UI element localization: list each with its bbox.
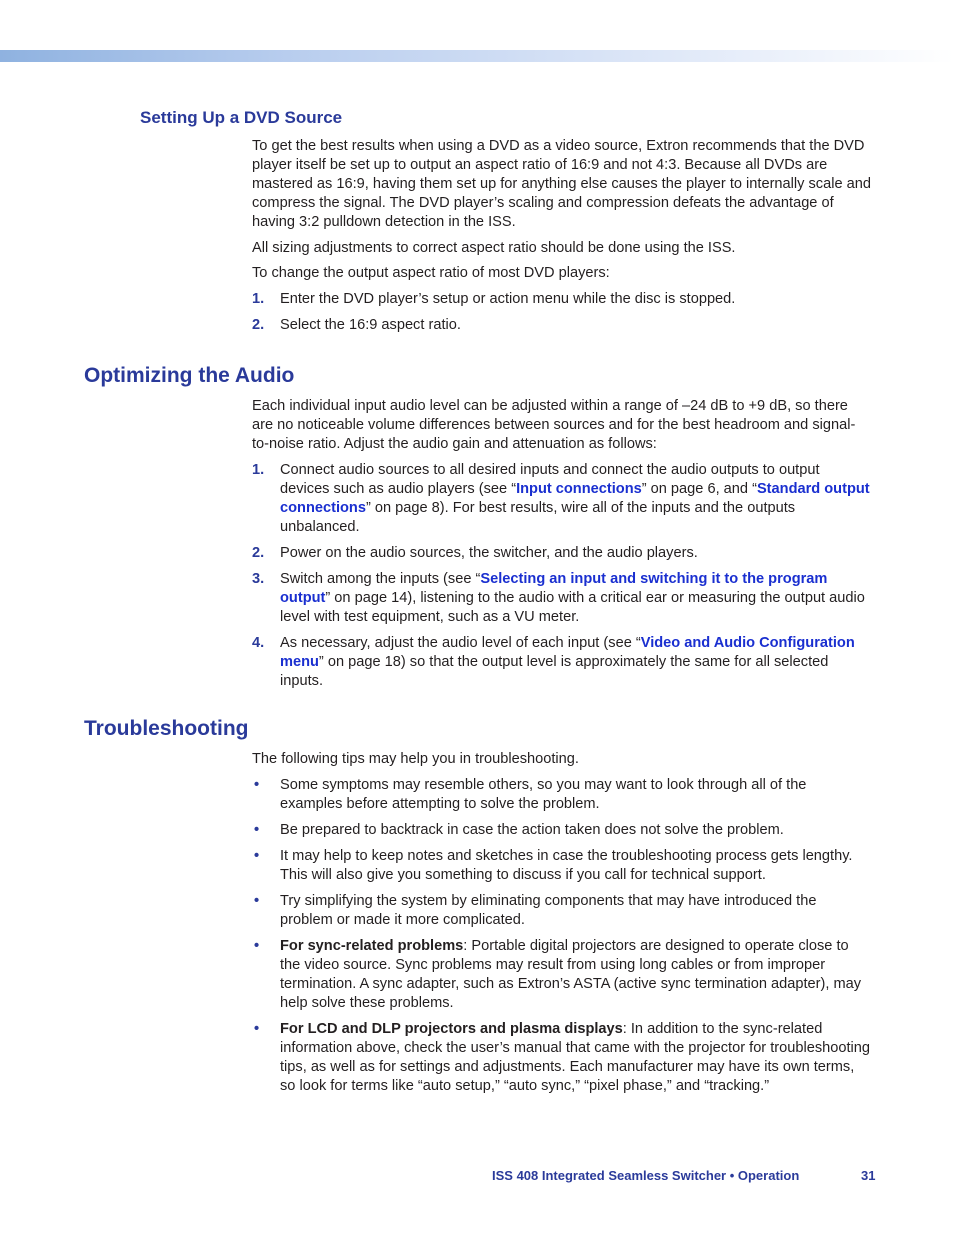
tip-text: It may help to keep notes and sketches in case the troubleshooting process gets lengthy. This will also give you something to discuss if you call for technical support. <box>280 848 853 883</box>
tip-item <box>252 821 872 840</box>
dvd-step-1 <box>252 290 872 309</box>
step-number: 3. <box>252 571 265 587</box>
audio-step-4 <box>252 634 872 691</box>
tips-list <box>252 776 872 1096</box>
step-number: 4. <box>252 635 265 651</box>
step-number: 2. <box>252 545 265 561</box>
dvd-paragraph-1: To get the best results when using a DVD as a video source, Extron recommends that the DVD player itself be set up to output an aspect ratio of 16:9 and not 4:3. Because all DVDs are mastered as 16:9, having them set up for anything else causes the player to internally scale and compress the signal. The DVD player’s scaling and compression defeats the advantage of having 3:2 pulldown detection in the ISS. <box>252 138 871 230</box>
tip-item <box>252 892 872 930</box>
dvd-section <box>252 137 872 342</box>
link-standard-output-connections[interactable]: Standard output connections <box>280 481 870 516</box>
footer-title: ISS 408 Integrated Seamless Switcher • Operation <box>492 1168 800 1183</box>
link-selecting-input[interactable]: Selecting an input and switching it to the program output <box>280 571 828 606</box>
step-text: ” on page 18) so that the output level is approximately the same for all selected inputs. <box>280 654 829 689</box>
dvd-step-2 <box>252 316 872 335</box>
audio-steps <box>252 461 872 691</box>
audio-section <box>252 397 872 698</box>
step-text: Power on the audio sources, the switcher, and the audio players. <box>280 545 698 561</box>
tip-bold-label: For sync-related problems <box>280 938 464 954</box>
bullet-icon: • <box>254 777 260 793</box>
header-bar <box>0 50 954 62</box>
tip-text: Be prepared to backtrack in case the action taken does not solve the problem. <box>280 822 784 838</box>
bullet-icon: • <box>254 848 260 864</box>
dvd-steps <box>252 290 872 335</box>
bullet-icon: • <box>254 822 260 838</box>
page-number: 31 <box>861 1168 876 1183</box>
step-text: ” on page 8). For best results, wire all of the inputs and the outputs unbalanced. <box>280 500 796 535</box>
step-text: Switch among the inputs (see “ <box>280 571 481 587</box>
tip-text: : In addition to the sync-related information above, check the user’s manual that came with the projector for troubleshooting tips, as well as for settings and adjustments. Each manufacturer may have its own terms, so look for terms like “auto setup,” “auto sync,” “pixel phase,” and “tracking.” <box>280 1021 871 1094</box>
tip-text: : Portable digital projectors are designed to operate close to the video source. Sync problems may result from using long cables or from improper termination. A sync adapter, such as Extron’s ASTA (active sync termination adapter), may help solve these problems. <box>280 938 862 1011</box>
step-number: 1. <box>252 291 265 307</box>
tip-bold-label: For LCD and DLP projectors and plasma displays <box>280 1021 623 1037</box>
tip-item <box>252 1020 872 1096</box>
step-number: 2. <box>252 317 265 333</box>
step-text: As necessary, adjust the audio level of each input (see “ <box>280 635 641 651</box>
step-text: Select the 16:9 aspect ratio. <box>280 317 461 333</box>
step-text: ” on page 6, and “ <box>641 481 757 497</box>
tip-item <box>252 937 872 1013</box>
link-input-connections[interactable]: Input connections <box>516 481 642 497</box>
audio-heading: Optimizing the Audio <box>84 364 295 387</box>
audio-intro: Each individual input audio level can be adjusted within a range of –24 dB to +9 dB, so there are no noticeable volume differences between sources and for the best headroom and signal-to-noise ratio. Adjust the audio gain and attenuation as follows: <box>252 398 856 452</box>
troubleshooting-section <box>252 750 872 1103</box>
troubleshooting-heading: Troubleshooting <box>84 717 249 740</box>
bullet-icon: • <box>254 1021 260 1037</box>
bullet-icon: • <box>254 893 260 909</box>
audio-step-2 <box>252 544 872 563</box>
bullet-icon: • <box>254 938 260 954</box>
tip-text: Some symptoms may resemble others, so you may want to look through all of the examples before attempting to solve the problem. <box>280 777 807 812</box>
tip-item <box>252 776 872 814</box>
step-text: ” on page 14), listening to the audio with a critical ear or measuring the output audio level with test equipment, such as a VU meter. <box>280 590 865 625</box>
step-text: Connect audio sources to all desired inputs and connect the audio outputs to output devices such as audio players (see “ <box>280 462 820 497</box>
dvd-heading: Setting Up a DVD Source <box>140 108 343 127</box>
dvd-paragraph-3: To change the output aspect ratio of most DVD players: <box>252 265 610 281</box>
tip-item <box>252 847 872 885</box>
step-text: Enter the DVD player’s setup or action menu while the disc is stopped. <box>280 291 736 307</box>
audio-step-1 <box>252 461 872 537</box>
troubleshooting-intro: The following tips may help you in troubleshooting. <box>252 751 579 767</box>
tip-text: Try simplifying the system by eliminating components that may have introduced the problem or made it more complicated. <box>280 893 817 928</box>
audio-step-3 <box>252 570 872 627</box>
step-number: 1. <box>252 462 265 478</box>
dvd-paragraph-2: All sizing adjustments to correct aspect ratio should be done using the ISS. <box>252 240 736 256</box>
link-video-audio-config[interactable]: Video and Audio Configuration menu <box>280 635 855 670</box>
